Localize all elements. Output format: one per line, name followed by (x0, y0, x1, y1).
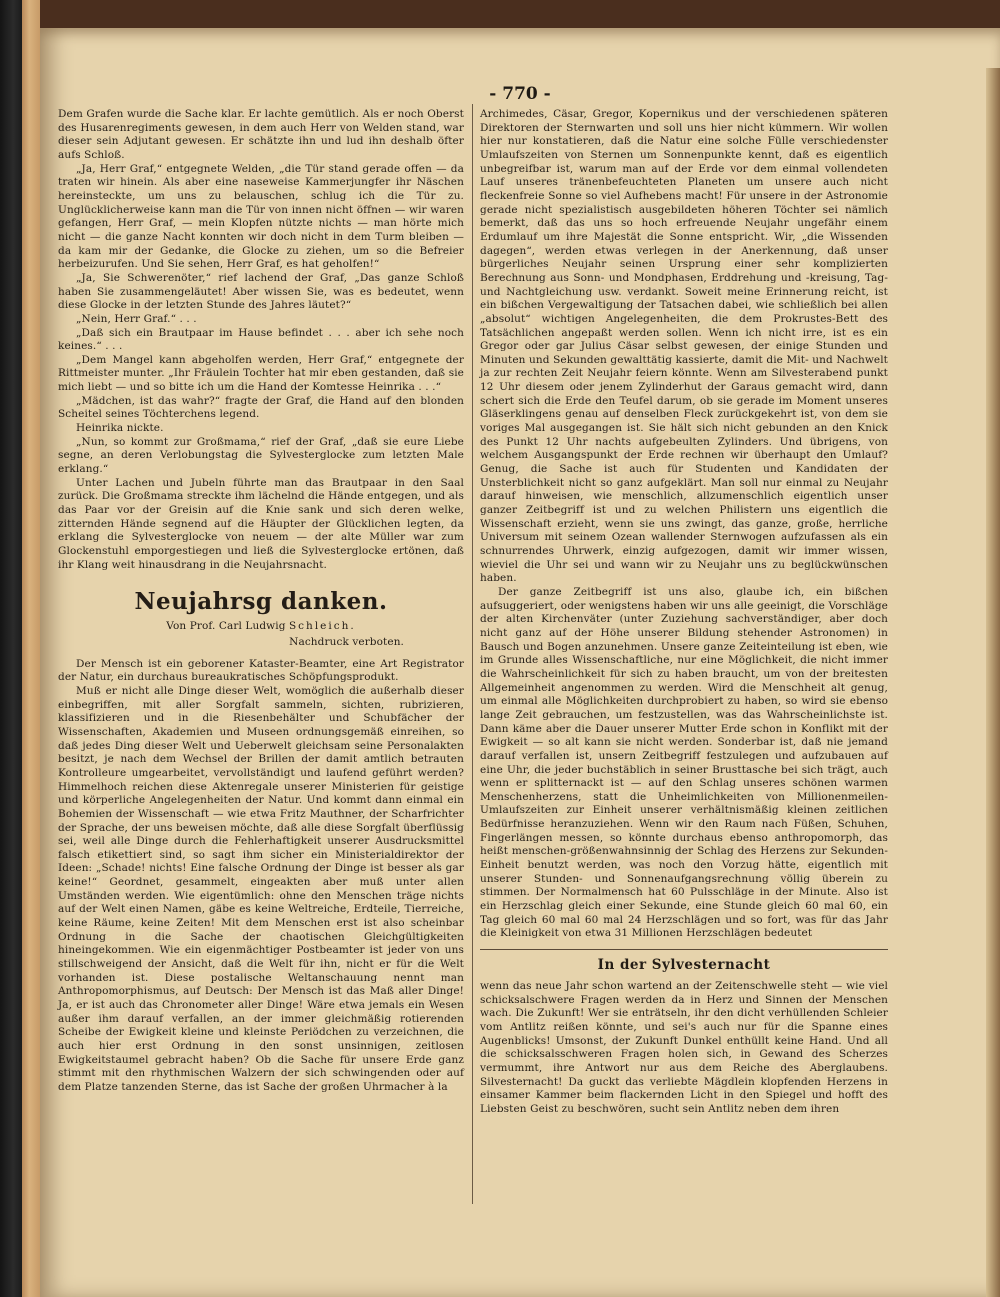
story-paragraph: „Ja, Herr Graf,“ entgegnete Welden, „die Tür stand gerade offen — da traten wir hinein. Als aber eine naseweise Kammerjungfer ihr Näschen hereinsteckte, um uns zu belauschen, schlug ich die Tür zu. Unglücklicherweise kann man die Tür von innen nicht öffnen — wir waren gefangen, Herr Graf, — mein Klopfen nützte nichts — man hörte mich nicht — die ganze Nacht konnten wir doch nicht in dem Turm bleiben — da kam mir der Gedanke, die Glocke zu ziehen, um so die Befreier herbeizurufen. Und Sie sehen, Herr Graf, es hat geholfen!“ (58, 162, 464, 271)
page-edge (22, 0, 40, 1297)
article-title: Neujahrsg danken. (134, 588, 388, 616)
section-title: In der Sylvesternacht (597, 957, 771, 974)
story-paragraph: Unter Lachen und Jubeln führte man das Brautpaar in den Saal zurück. Die Großmama streckte ihm lächelnd die Hände entgegen, und als das Paar vor der Greisin auf die Knie sank und sich deren welke, zitternden Hände segnend auf die Häupter der Glücklichen legten, da erklang die Sylvesterglocke von neuem — der alte Müller war zum Glockenstuhl emporgestiegen und ließ die Sylvesterglocke ertönen, daß ihr Klang weit hinausdrang in die Neujahrsnacht. (58, 476, 464, 571)
story-paragraph: Heinrika nickte. (76, 422, 164, 435)
right-column (480, 108, 888, 1117)
story-paragraph: „Ja, Sie Schwerenöter,“ rief lachend der Graf, „Das ganze Schloß haben Sie zusammengeläutet! Aber wissen Sie, was es bedeutet, wenn diese Glocke in der letzten Stunde des Jahres läutet?“ (58, 271, 464, 312)
left-column (58, 108, 464, 1095)
story-paragraph: „Mädchen, ist das wahr?“ fragte der Graf, die Hand auf den blonden Scheitel seines Töchterchens legend. (58, 394, 464, 421)
article-paragraph: Der ganze Zeitbegriff ist uns also, glaube ich, ein bißchen aufsuggeriert, oder wenigstens haben wir uns alle geeinigt, die Vorschläge der alten Kirchenväter (unter Zuziehung sachverständiger, aber doch nicht ganz auf der Höhe unserer Bildung stehender Astronomen) in Bausch und Bogen anzunehmen. Unsere ganze Zeiteinteilung ist eben, wie im Grunde alles Wissenschaftliche, nur eine Möglichkeit, die nicht immer die Wahrscheinlichkeit für sich zu haben braucht, um von der breitesten Allgemeinheit angenommen zu werden. Wird die Menschheit alt genug, um einmal alle Möglichkeiten durchprobiert zu haben, so wird sie ebenso lange Zeit gebrauchen, um festzustellen, was das Wahrscheinlichste ist. Dann käme aber die Dauer unserer Mutter Erde schon in Konflikt mit der Ewigkeit — so alt kann sie nicht werden. Sonderbar ist, daß nie jemand darauf verfallen ist, unsern Zeitbegriff festzulegen und aufzubauen auf eine Uhr, die jeder buchstäblich in seiner Brusttasche bei sich trägt, auch wenn er splitternackt ist — auf den Schlag unseres schönen warmen Menschenherzens, statt die Unheimlichkeiten von Millionenmeilen-Umlaufszeiten zur Einheit unserer verhältnismäßig kleinen zeitlichen Bedürfnisse heranzuziehen. Wenn wir den Raum nach Füßen, Schuhen, Fingerlängen messen, so könnte durchaus ebenso anthropomorph, das heißt menschen-größenwahnsinnig der Schlag des Herzens zur Sekunden-Einheit benutzt werden, was noch den Vorzug hätte, eigentlich mit unserer Stunden- und Sonnenaufgangsrechnung völlig überein zu stimmen. Der Normalmensch hat 60 Pulsschläge in der Minute. Also ist ein Herzschlag gleich einer Sekunde, eine Stunde gleich 60 mal 60, ein Tag gleich 60 mal 60 mal 24 Herzschlägen und so fort, was für das Jahr die Kleinigkeit von etwa 31 Millionen Herzschlägen bedeutet (480, 585, 888, 940)
right-page-edge (986, 68, 1000, 1297)
page-number: - 770 - (489, 84, 551, 104)
byline-prefix: Von Prof. Carl Ludwig (166, 620, 286, 633)
column-divider (472, 104, 473, 1204)
story-paragraph: „Nein, Herr Graf.“ . . . (76, 312, 197, 325)
article-paragraph: Muß er nicht alle Dinge dieser Welt, womöglich die außerhalb dieser einbegriffen, mit aller Sorgfalt sammeln, sichten, rubrizieren, klassifizieren und in die Riesenbehälter und Schubfächer der Wissenschaften, Akademien und Museen ordnungsgemäß einreihen, so daß jedes Ding dieser Welt und Ueberwelt gleichsam seine Personalakten besitzt, je nach dem Wechsel der Brillen der damit amtlich betrauten Kontrolleure umgearbeitet, vervollständigt und laufend geführt werden? Himmelhoch reichen diese Aktenregale unserer Ministerien für geistige und körperliche Angelegenheiten der Natur. Und kommt dann einmal ein Bohemien der Wissenschaft — wie etwa Fritz Mauthner, der Scharfrichter der Sprache, der uns beweisen möchte, daß alle diese Sorgfalt überflüssig sei, weil alle Dinge durch die Fehlerhaftigkeit unserer Ausdrucksmittel falsch etikettiert sind, so sagt ihm sicher ein Ministerialdirektor der Ideen: „Schade! nichts! Eine falsche Ordnung der Dinge ist besser als gar keine!“ Geordnet, gesammelt, eingeakten aber muß unter allen Umständen werden. Wie eigentümlich: ohne den Menschen träge nichts auf der Welt einen Namen, gäbe es keine Weltreiche, Erdteile, Tierreiche, keine Räume, keine Zeiten! Mit dem Menschen erst ist also scheinbar Ordnung in die Sache der chaotischen Gleichgültigkeiten hineingekommen. Wie ein eigenmächtiger Postbeamter ist jeder von uns stillschweigend der Ansicht, daß die Welt für ihn, nicht er für die Welt vorhanden ist. Diese postalische Weltanschauung nennt man Anthropomorphismus, auf Deutsch: Der Mensch ist das Maß aller Dinge! Ja, er ist auch das Chronometer aller Dinge! Wäre etwa jemals ein Wesen außer ihm darauf verfallen, an der immer gleichmäßig rotierenden Scheibe der Ewigkeit kleine und kleinste Periödchen zu verzeichnen, die auch hier erst Ordnung in den sonst unsinnigen, zeitlosen Ewigkeitstaumel gebracht haben? Ob die Sache für unsere Erde ganz stimmt mit den rhythmischen Walzern der sich schwingenden oder auf dem Platze tanzenden Sterne, das ist Sache der großen Uhrmacher à la (58, 684, 464, 1093)
section-rule (480, 949, 888, 950)
article-paragraph: Der Mensch ist ein geborener Kataster-Beamter, eine Art Registrator der Natur, ein durchaus bureaukratisches Schöpfungsprodukt. (58, 657, 464, 684)
article-byline (58, 620, 464, 634)
story-paragraph: Dem Grafen wurde die Sache klar. Er lachte gemütlich. Als er noch Oberst des Husarenregiments gewesen, in dem auch Herr von Welden stand, war dieser sein Adjutant gewesen. Er schätzte ihn und lud ihn deshalb öfter aufs Schloß. (58, 108, 464, 161)
story-paragraph: „Daß sich ein Brautpaar im Hause befindet . . . aber ich sehe noch keines.“ . . . (58, 326, 464, 353)
article-paragraph: Archimedes, Cäsar, Gregor, Kopernikus und der verschiedenen späteren Direktoren der Sternwarten und soll uns hier nicht kümmern. Wir wollen hier nur konstatieren, daß die Natur eine solche Fülle verschiedenster Umlaufszeiten von Sternen um Sonnenpunkte kennt, daß es eigentlich unbegreifbar ist, warum man auf der Erde vor dem einmal vollendeten Lauf unseres tränenbefeuchteten Planeten um unsere auch nicht fleckenfreie Sonne so viel Aufhebens macht! Für unsere in der Astronomie gerade nicht spezialistisch ausgebildeten höheren Töchter sei nämlich bemerkt, daß das uns so hoch erfreuende Neujahr ungefähr einem Erdumlauf um ihre Majestät die Sonne entspricht. Wir, „die Wissenden dagegen“, werden etwas verlegen in der Anerkennung, daß unser bürgerliches Neujahr seinen Ursprung einer sehr komplizierten Berechnung aus Sonn- und Mondphasen, Erddrehung und -kreisung, Tag- und Nachtgleichung usw. verdankt. Soweit meine Erinnerung reicht, ist ein bißchen Vergewaltigung der Tatsachen dabei, wie schließlich bei allen „absolut“ wichtigen Angelegenheiten, die dem Prokrustes-Bett des Tatsächlichen angepaßt werden sollen. Wenn ich nicht irre, ist es ein Gregor oder gar Julius Cäsar selbst gewesen, der einige Stunden und Minuten und Sekunden gewalttätig kassierte, damit die Mit- und Nachwelt ja zur rechten Zeit Neujahr feiern könnte. Wenn am Silvesterabend punkt 12 Uhr diesem oder jenem Zylinderhut der Garaus gemacht wird, dann schert sich die Erde den Teufel darum, ob sie gerade im Moment unseres Gläserklingens genau auf denselben Fleck zurückgekehrt ist, von dem sie voriges Mal ausgegangen ist. Sie hält sich nicht gebunden an den Knick des Punkt 12 Uhr nachts aufgebeulten Zylinders. Und übrigens, von welchem Ausgangspunkt der Erde rechnen wir überhaupt den Umlauf? Genug, die Sache ist auch für Studenten und Kandidaten der Unsterblichkeit nicht so ganz aufgeklärt. Man soll nur einmal zu Neujahr darauf hinweisen, wie menschlich, allzumenschlich eigentlich unser ganzer Zeitbegriff ist und zu welchen Philistern uns eigentlich die Wissenschaft erzieht, wenn sie uns zwingt, das ganze, große, herrliche Universum mit seinem Ozean wallender Sternwogen aufzufassen als ein schnurrendes Uhrwerk, einzig aufgezogen, damit wir immer wissen, wieviel die Uhr sei und wann wir zu Neujahr uns zu beglückwünschen haben. (480, 108, 888, 585)
book-binding (0, 0, 22, 1297)
story-paragraph: „Dem Mangel kann abgeholfen werden, Herr Graf,“ entgegnete der Rittmeister munter. „Ihr Fräulein Tochter hat mir eben gestanden, daß sie mich liebt — und so bitte ich um die Hand der Komtesse Heinrika . . .“ (58, 353, 464, 394)
story-paragraph: „Nun, so kommt zur Großmama,“ rief der Graf, „daß sie eure Liebe segne, an deren Verlobungstag die Sylvesterglocke zum letzten Male erklang.“ (58, 435, 464, 476)
byline-author: Schleich. (288, 620, 356, 633)
reprint-note: Nachdruck verboten. (289, 635, 404, 648)
section-paragraph: wenn das neue Jahr schon wartend an der Zeitenschwelle steht — wie viel schicksalschwere Fragen werden da in Herz und Sinnen der Menschen wach. Die Zukunft! Wer sie enträtseln, ihr den dicht verhüllenden Schleier vom Antlitz reißen könnte, und sei's auch nur für die Spanne eines Augenblicks! Umsonst, der Zukunft Dunkel enthüllt keine Hand. Und all die schicksalsschweren Fragen holen sich, in Gewand des Scherzes vermummt, ihre Antwort nur aus dem Reiche des Aberglaubens. Silvesternacht! Da guckt das verliebte Mägdlein klopfenden Herzens in einsamer Kammer beim flackernden Licht in den Spiegel und hofft des Liebsten Geist zu beschwören, sucht sein Antlitz neben dem ihren (480, 980, 888, 1115)
